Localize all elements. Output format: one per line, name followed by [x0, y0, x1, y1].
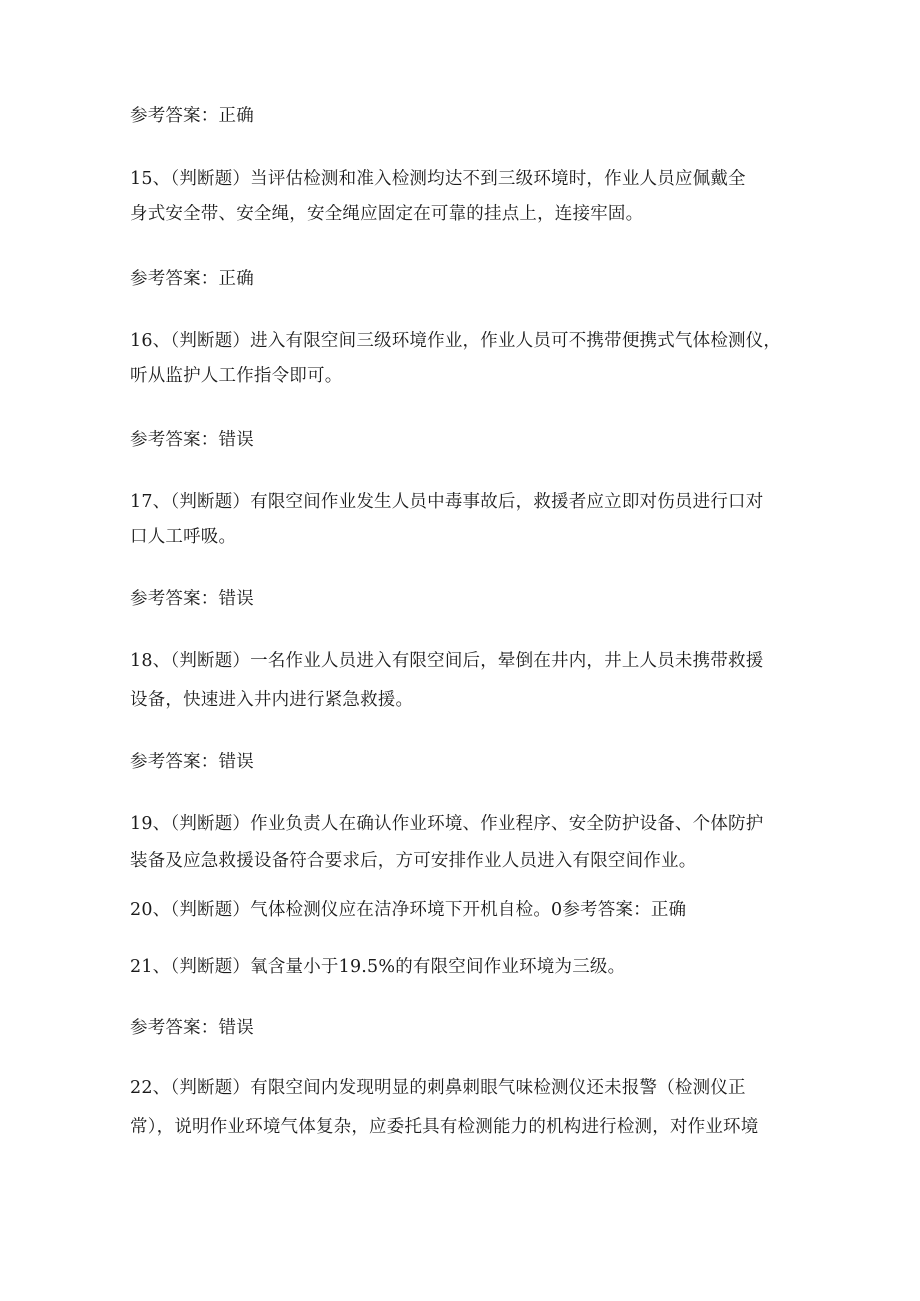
question-line: 听从监护人工作指令即可。: [130, 366, 343, 386]
question-line: 17、（判断题）有限空间作业发生人员中毒事故后，救援者应立即对伤员进行口对: [130, 492, 764, 512]
question-line: 16、（判断题）进入有限空间三级环境作业，作业人员可不携带便携式气体检测仪，: [130, 331, 782, 351]
question-line: 设备，快速进入井内进行紧急救援。: [130, 690, 414, 710]
question-line: 常），说明作业环境气体复杂，应委托具有检测能力的机构进行检测，对作业环境: [130, 1117, 759, 1137]
question-line: 口人工呼吸。: [130, 527, 237, 547]
question-line: 身式安全带、安全绳，安全绳应固定在可靠的挂点上，连接牢固。: [130, 204, 644, 224]
answer-line: 参考答案：错误: [130, 1018, 254, 1038]
question-line: 18、（判断题）一名作业人员进入有限空间后，晕倒在井内，井上人员未携带救援: [130, 651, 764, 671]
answer-line: 参考答案：正确: [130, 269, 254, 289]
question-line: 20、（判断题）气体检测仪应在洁净环境下开机自检。0参考答案：正确: [130, 900, 687, 920]
question-line: 22、（判断题）有限空间内发现明显的刺鼻刺眼气味检测仪还未报警（检测仪正: [130, 1078, 746, 1098]
answer-line: 参考答案：正确: [130, 106, 254, 126]
answer-line: 参考答案：错误: [130, 589, 254, 609]
question-line: 装备及应急救援设备符合要求后，方可安排作业人员进入有限空间作业。: [130, 851, 697, 871]
answer-line: 参考答案：错误: [130, 430, 254, 450]
question-line: 19、（判断题）作业负责人在确认作业环境、作业程序、安全防护设备、个体防护: [130, 814, 764, 834]
answer-line: 参考答案：错误: [130, 752, 254, 772]
question-line: 21、（判断题）氧含量小于19.5%的有限空间作业环境为三级。: [130, 957, 626, 977]
question-line: 15、（判断题）当评估检测和准入检测均达不到三级环境时，作业人员应佩戴全: [130, 169, 746, 189]
